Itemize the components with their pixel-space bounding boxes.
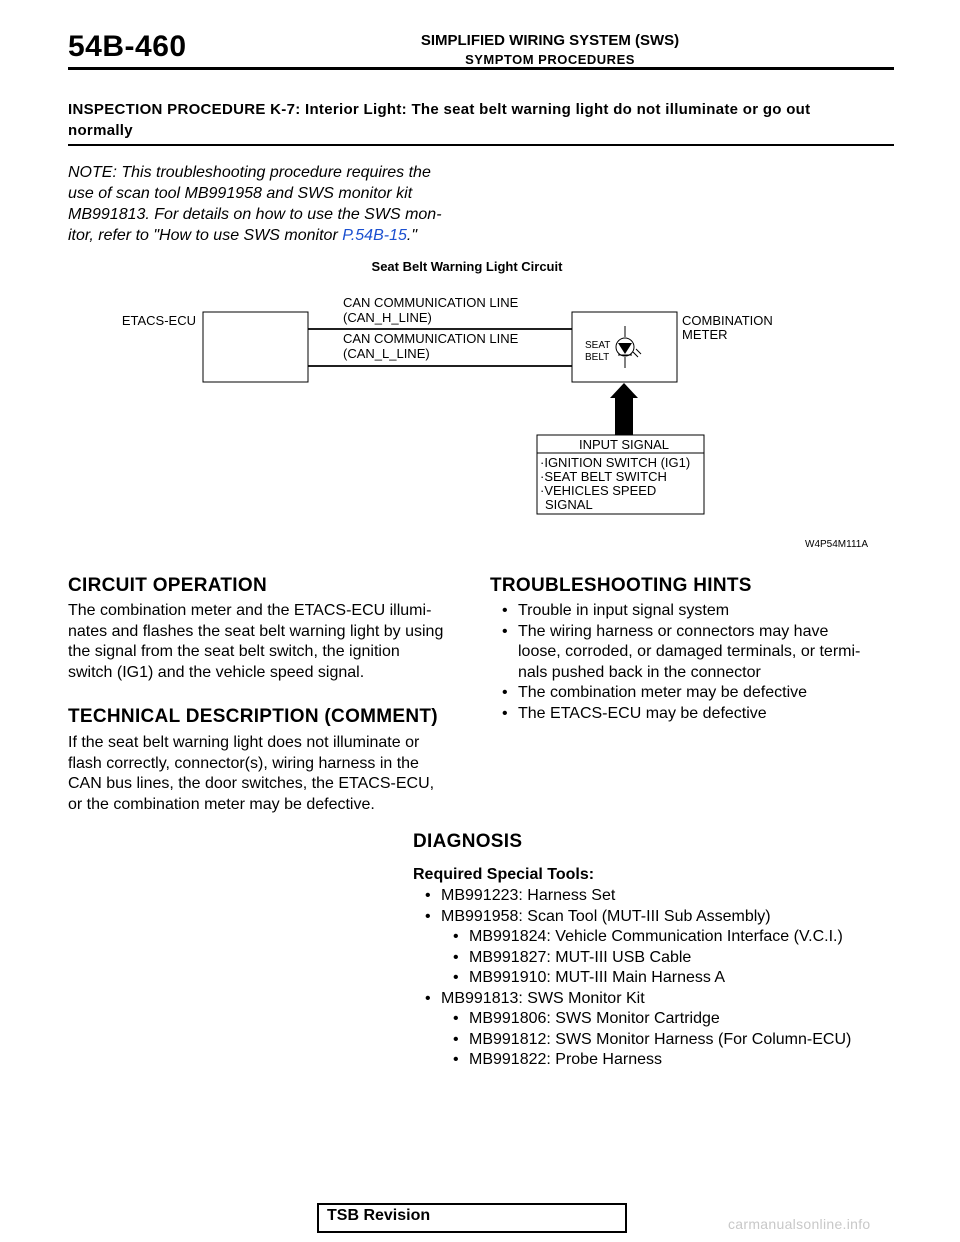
diagnosis-heading: DIAGNOSIS — [413, 831, 523, 852]
hint-text: The wiring harness or connectors may have — [518, 622, 829, 640]
list-item — [413, 886, 933, 907]
tsb-revision-label: TSB Revision — [327, 1207, 431, 1224]
list-item — [490, 622, 900, 643]
list-item — [490, 601, 900, 622]
circuit-operation-heading: CIRCUIT OPERATION — [68, 575, 267, 596]
input-item: ·SEAT BELT SWITCH — [540, 469, 667, 484]
bullet-icon: • — [453, 1030, 459, 1048]
tools-list — [413, 886, 933, 1071]
input-arrow — [610, 383, 638, 435]
text-line: The combination meter and the ETACS-ECU illumi- — [68, 602, 432, 619]
circuit-operation-text — [68, 601, 478, 683]
text-line: the signal from the seat belt switch, the ignition — [68, 643, 400, 660]
note-line: NOTE: This troubleshooting procedure requires the — [68, 164, 431, 181]
etacs-ecu-label: ETACS-ECU — [121, 313, 196, 328]
combination-meter-label: COMBINATION — [682, 313, 773, 328]
etacs-ecu-box — [203, 312, 308, 382]
bullet-icon: • — [425, 907, 431, 925]
tool-text: MB991827: MUT-III USB Cable — [469, 948, 692, 966]
list-item — [413, 907, 933, 928]
tool-text: MB991822: Probe Harness — [469, 1051, 662, 1068]
input-item: ·IGNITION SWITCH (IG1) — [540, 455, 691, 470]
bullet-icon: • — [502, 622, 508, 640]
list-item — [413, 948, 933, 969]
note-line — [68, 225, 488, 246]
seat-belt-lamp-icon — [585, 326, 641, 368]
list-item — [413, 1050, 933, 1071]
tool-text: MB991812: SWS Monitor Harness (For Column-ECU) — [469, 1030, 852, 1048]
tool-text: MB991223: Harness Set — [441, 887, 616, 904]
note-line: MB991813. For details on how to use the SWS mon- — [68, 206, 442, 223]
bullet-icon: • — [453, 1051, 459, 1068]
text-line: CAN bus lines, the door switches, the ETACS-ECU, — [68, 775, 435, 792]
bullet-icon: • — [502, 602, 508, 619]
input-item: SIGNAL — [545, 497, 593, 512]
note-line: use of scan tool MB991958 and SWS monitor kit — [68, 185, 413, 202]
technical-description-heading: TECHNICAL DESCRIPTION (COMMENT) — [68, 706, 438, 727]
technical-description-text — [68, 733, 478, 815]
troubleshooting-hints-list — [490, 601, 900, 724]
can-l-label: (CAN_L_LINE) — [343, 346, 430, 361]
can-h-label: (CAN_H_LINE) — [343, 310, 432, 325]
watermark: carmanualsonline.info — [728, 1216, 871, 1232]
can-l-label: CAN COMMUNICATION LINE — [343, 331, 519, 346]
hint-text: The combination meter may be defective — [518, 684, 808, 701]
header-rule — [68, 67, 894, 70]
lamp-text: SEAT — [585, 340, 611, 351]
bullet-icon: • — [453, 948, 459, 966]
can-h-label: CAN COMMUNICATION LINE — [343, 295, 519, 310]
bullet-icon: • — [502, 704, 508, 722]
list-item — [413, 968, 933, 989]
text-line: If the seat belt warning light does not illuminate or — [68, 734, 420, 751]
lamp-text: BELT — [585, 352, 610, 363]
subsection-title: SYMPTOM PROCEDURES — [465, 52, 635, 67]
required-tools-label: Required Special Tools: — [413, 866, 595, 883]
list-item — [413, 1030, 933, 1051]
list-item — [490, 683, 900, 704]
inspection-title — [68, 99, 894, 141]
hint-text: Trouble in input signal system — [518, 602, 730, 619]
bullet-icon: • — [502, 684, 508, 701]
seat-belt-circuit-diagram — [0, 250, 960, 560]
hint-text: The ETACS-ECU may be defective — [518, 704, 767, 722]
page-number: 54B-460 — [68, 30, 187, 63]
bullet-icon: • — [425, 887, 431, 904]
tool-text: MB991958: Scan Tool (MUT-III Sub Assembly) — [441, 907, 771, 925]
list-item-continuation — [490, 642, 900, 663]
bullet-icon: • — [453, 1010, 459, 1027]
list-item — [490, 704, 900, 725]
bullet-icon: • — [425, 989, 431, 1007]
hint-text: nals pushed back in the connector — [518, 663, 761, 681]
list-item — [413, 989, 933, 1010]
note-block — [68, 162, 488, 246]
inspection-title-line2: normally — [68, 122, 133, 139]
note-text: itor, refer to "How to use SWS monitor — [68, 227, 343, 244]
combination-meter-label: METER — [682, 327, 728, 342]
bullet-icon: • — [453, 969, 459, 986]
input-signal-title: INPUT SIGNAL — [578, 437, 670, 452]
troubleshooting-hints-heading: TROUBLESHOOTING HINTS — [490, 575, 752, 596]
tool-text: MB991813: SWS Monitor Kit — [441, 989, 645, 1007]
title-rule — [68, 144, 894, 146]
list-item — [413, 1009, 933, 1030]
text-line: switch (IG1) and the vehicle speed signal. — [68, 663, 365, 681]
input-item: ·VEHICLES SPEED — [540, 483, 657, 498]
tool-text: MB991910: MUT-III Main Harness A — [469, 969, 726, 986]
tool-text: MB991806: SWS Monitor Cartridge — [469, 1010, 720, 1027]
hint-text: loose, corroded, or damaged terminals, or termi- — [518, 643, 861, 660]
section-title: SIMPLIFIED WIRING SYSTEM (SWS) — [420, 32, 680, 49]
bullet-icon: • — [453, 928, 459, 945]
list-item-continuation — [490, 663, 900, 684]
sws-monitor-link[interactable]: P.54B-15 — [342, 227, 407, 244]
figure-code: W4P54M111A — [805, 539, 868, 550]
diagram-title: Seat Belt Warning Light Circuit — [371, 259, 563, 274]
text-line: nates and flashes the seat belt warning light by using — [68, 622, 444, 640]
text-line: flash correctly, connector(s), wiring harness in the — [68, 754, 419, 772]
list-item — [413, 927, 933, 948]
tool-text: MB991824: Vehicle Communication Interface (V.C.I.) — [469, 928, 843, 945]
note-text: ." — [406, 227, 417, 244]
inspection-title-line1: INSPECTION PROCEDURE K-7: Interior Light: The seat belt warning light do not illuminate or go out — [68, 101, 811, 118]
text-line: or the combination meter may be defective. — [68, 795, 375, 813]
